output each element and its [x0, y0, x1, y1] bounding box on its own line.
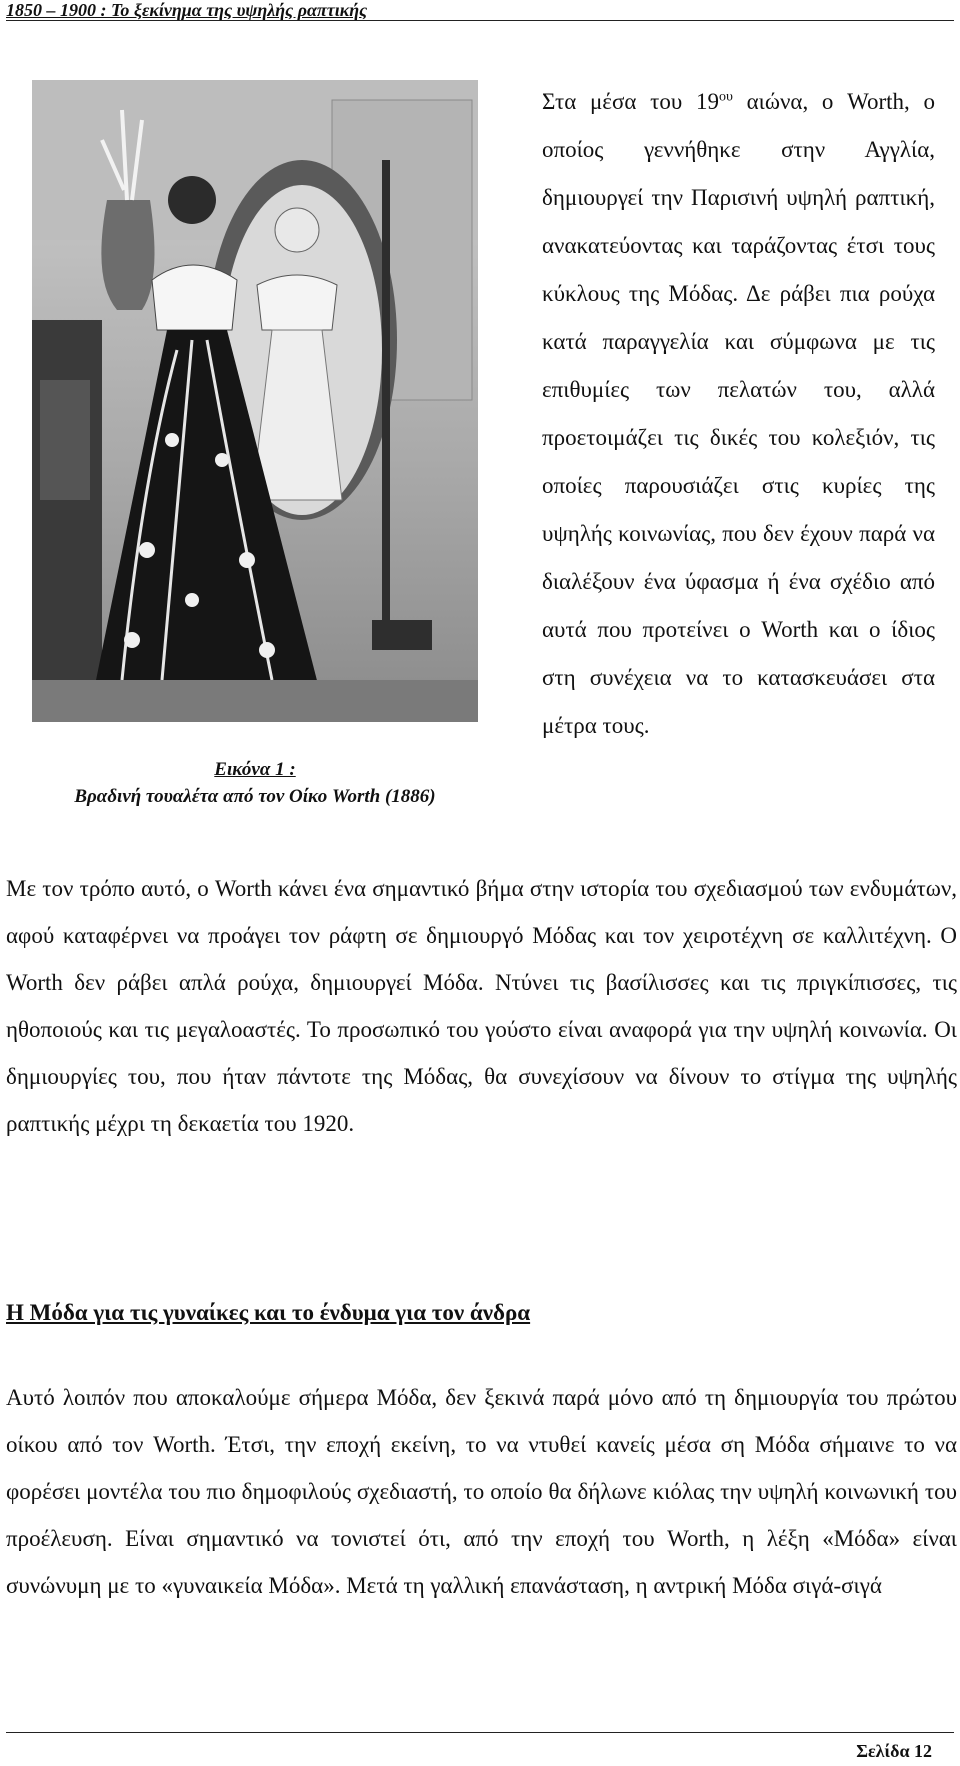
intro-superscript: ου: [718, 89, 733, 105]
intro-lead: Στα μέσα του 19: [542, 89, 719, 114]
paragraph-worth-impact: Με τον τρόπο αυτό, ο Worth κάνει ένα σημαντικό βήμα στην ιστορία του σχεδιασμού των ενδυμάτων, αφού καταφέρνει να προάγει τον ράφτη σε δημιουργό Μόδας και τον χειροτέχνη σε καλλιτέχνη. Ο Worth δεν ράβει απλά ρούχα, δημιουργεί Μόδα. Ντύνει τις βασίλισσες και τις πριγκίπισσες, τις ηθοποιούς και τις μεγαλοαστές. Το προσωπικό του γούστο είναι αναφορά για την υψηλή κοινωνία. Οι δημιουργίες του, που ήταν πάντοτε της Μόδας, θα συνεχίσουν να δίνουν το στίγμα της υψηλής ραπτικής μέχρι τη δεκαετία του 1920.: [6, 876, 957, 1136]
intro-rest: αιώνα, ο Worth, ο οποίος γεννήθηκε στην Αγγλία, δημιουργεί την Παρισινή υψηλή ραπτική, ανακατεύοντας και ταράζοντας έτσι τους κύκλους της Μόδας. Δε ράβει πια ρούχα κατά παραγγελία και σύμφωνα με τις επιθυμίες των πελατών του, αλλά προετοιμάζει τις δικές του κολεξιόν, τις οποίες παρουσιάζει στις κυρίες της υψηλής κοινωνίας, που δεν έχουν παρά να διαλέξουν ένα ύφασμα ή ένα σχέδιο από αυτά που προτείνει ο Worth και ο ίδιος στη συνέχεια να το κατασκευάσει στα μέτρα τους.: [542, 89, 935, 738]
intro-paragraph: [542, 78, 935, 750]
footer-rule: [6, 1732, 954, 1733]
figure-caption-text: Βραδινή τουαλέτα από τον Οίκο Worth (1886): [74, 786, 436, 807]
worth-gown-photo: [32, 80, 478, 722]
running-title: 1850 – 1900 : Το ξεκίνημα της υψηλής ραπτικής: [6, 0, 368, 20]
page-number: Σελίδα 12: [856, 1741, 932, 1761]
page-header: [6, 0, 954, 21]
figure-caption: [20, 756, 490, 810]
figure-label: Εικόνα 1 :: [214, 759, 296, 780]
paragraph-fashion-origin: Αυτό λοιπόν που αποκαλούμε σήμερα Μόδα, δεν ξεκινά παρά μόνο από τη δημιουργία του πρώτου οίκου από τον Worth. Έτσι, την εποχή εκείνη, το να ντυθεί κανείς μέσα ση Μόδα σήμαινε το να φορέσει μοντέλα του πιο δημοφιλούς σχεδιαστή, το οποίο θα δήλωνε κιόλας την υψηλή κοινωνική του προέλευση. Είναι σημαντικό να τονιστεί ότι, από την εποχή του Worth, η λέξη «Μόδα» είναι συνώνυμη με το «γυναικεία Μόδα». Μετά τη γαλλική επανάσταση, η αντρική Μόδα σιγά-σιγά: [6, 1385, 957, 1598]
section-heading: Η Μόδα για τις γυναίκες και το ένδυμα για τον άνδρα: [6, 1300, 531, 1325]
